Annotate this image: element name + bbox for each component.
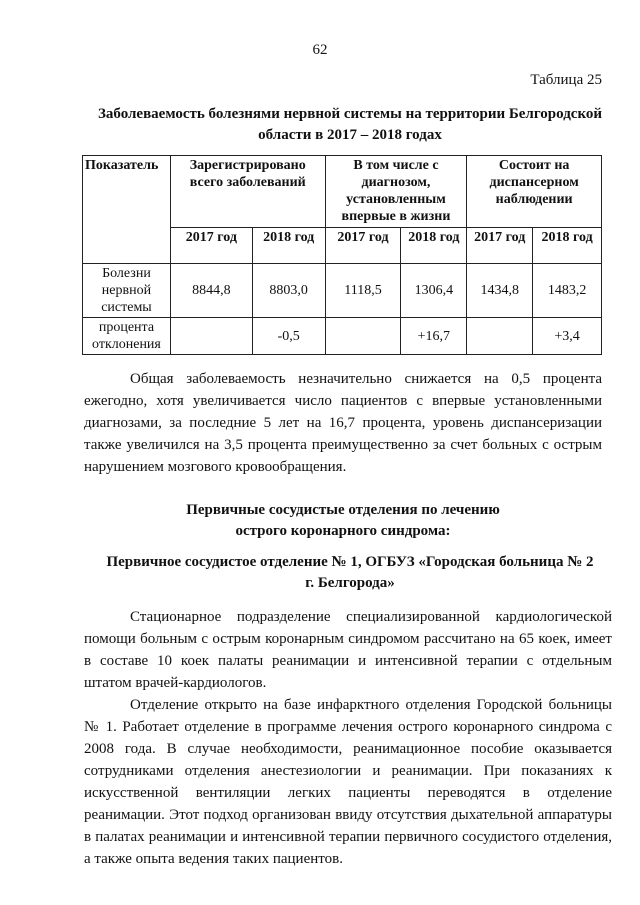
section-heading [84,500,602,542]
table-title-line1: Заболеваемость болезнями нервной системы на территории Белгородской [97,106,603,122]
table-cell [170,318,252,355]
table-cell: +16,7 [401,318,467,355]
header-indicator: Показатель [83,156,171,264]
row-label: процента отклонения [83,318,171,355]
morbidity-table [82,155,602,355]
header-first-time: В том числе с диагнозом, установленным впервые в жизни [325,156,467,228]
row-label: Болезни нервной системы [83,264,171,318]
table-cell: 1118,5 [325,264,401,318]
subsection-heading-line1: Первичное сосудистое отделение № 1, ОГБУЗ «Городская больница № 2 [106,554,594,570]
table-row [83,264,602,318]
subsection-heading [70,552,630,594]
year-header: 2018 год [533,228,602,264]
year-header: 2018 год [401,228,467,264]
table-cell: 8844,8 [170,264,252,318]
table-cell: -0,5 [252,318,325,355]
year-header: 2018 год [252,228,325,264]
table-cell [467,318,533,355]
paragraph-morbidity: Общая заболеваемость незначительно снижается на 0,5 процента ежегодно, хотя увеличивается число пациентов с впервые установленными диагнозами, за последние 5 лет на 16,7 процента, уровень диспансеризации также увеличился на 3,5 процента преимущественно за счет больных с острым нарушением мозгового кровообращения. [84,371,602,475]
table-cell: 8803,0 [252,264,325,318]
header-registered: Зарегистрировано всего заболеваний [170,156,325,228]
subsection-heading-line2: г. Белгорода» [305,575,395,591]
paragraph-history: Отделение открыто на базе инфарктного отделения Городской больницы № 1. Работает отделение в программе лечения острого коронарного синдрома с 2008 года. В случае необходимости, реанимационное пособие оказывается сотрудниками отделения анестезиологии и реанимации. При показаниях к искусственной вентиляции легких пациенты переводятся в отделение реанимации. Этот подход организован ввиду отсутствия дыхательной аппаратуры в палатах реанимации и интенсивной терапии первичного сосудистого отделения, а также опыта ведения таких пациентов. [84,697,612,867]
year-header: 2017 год [467,228,533,264]
table-cell: 1306,4 [401,264,467,318]
table-row [83,318,602,355]
year-header: 2017 год [170,228,252,264]
section-heading-line1: Первичные сосудистые отделения по лечению [186,502,500,518]
table-title-line2: области в 2017 – 2018 годах [258,127,442,143]
page-number: 62 [312,42,328,58]
section-heading-line2: острого коронарного синдрома: [235,523,451,539]
table-cell: 1483,2 [533,264,602,318]
table-cell: 1434,8 [467,264,533,318]
table-label: Таблица 25 [530,72,602,88]
table-cell [325,318,401,355]
table-cell: +3,4 [533,318,602,355]
year-header: 2017 год [325,228,401,264]
table-title [70,104,630,146]
header-dispensary: Состоит на диспансерном наблюдении [467,156,602,228]
paragraph-department: Стационарное подразделение специализированной кардиологической помощи больным с острым коронарным синдромом рассчитано на 65 коек, имеет в составе 10 коек палаты реанимации и интенсивной терапии с отдельным штатом врачей-кардиологов. [84,609,612,691]
